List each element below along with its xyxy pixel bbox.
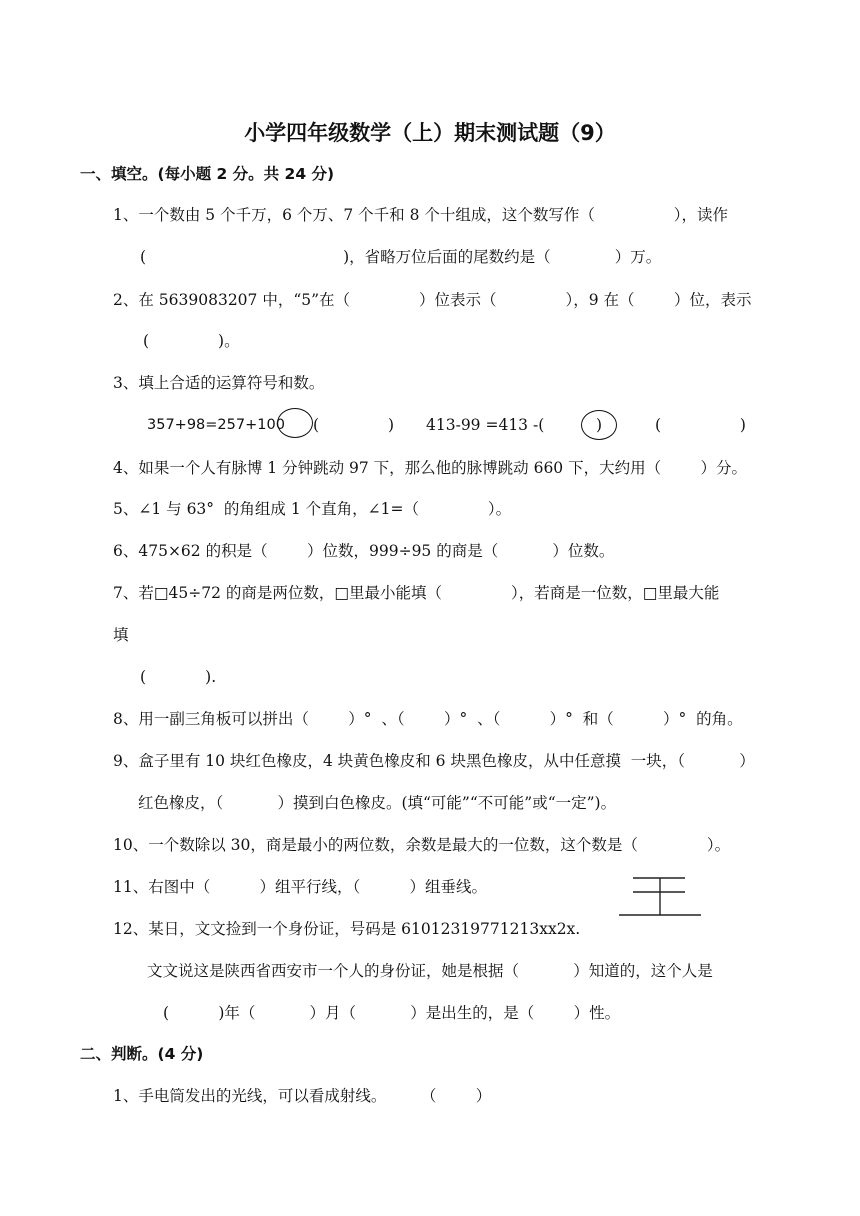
question-3-right-paren: ( )	[655, 416, 746, 434]
question-6: 6、475×62 的积是（ ）位数，999÷95 的商是（ ）位数。	[113, 542, 615, 560]
question-2-line-1: 2、在 5639083207 中，“5”在（ ）位表示（ ），9 在（ ）位，表示	[113, 291, 752, 309]
question-9-line-2: 红色橡皮，（ ）摸到白色橡皮。(填“可能”“不可能”或“一定”)。	[138, 794, 617, 812]
question-4: 4、如果一个人有脉博 1 分钟跳动 97 下，那么他的脉博跳动 660 下，大约用（ ）分。	[113, 459, 748, 477]
question-3-mid-close: )	[596, 416, 603, 434]
parallel-perpendicular-figure	[617, 870, 703, 922]
section-2-heading: 二、判断。(4 分)	[80, 1045, 204, 1063]
page-title: 小学四年级数学（上）期末测试题（9）	[244, 121, 616, 145]
question-7-line-3: ( ).	[140, 668, 217, 686]
question-10: 10、一个数除以 30，商是最小的两位数，余数是最大的一位数，这个数是（ ）。	[113, 836, 731, 854]
question-8: 8、用一副三角板可以拼出（ ）° 、（ ）° 、（ ）° 和（ ）° 的角。	[113, 710, 743, 728]
question-5: 5、∠1 与 63° 的角组成 1 个直角，∠1=（ ）。	[113, 500, 512, 518]
judgment-question-1: 1、手电筒发出的光线，可以看成射线。 （ ）	[113, 1087, 492, 1105]
question-12-line-3: ( )年（ ）月（ ）是出生的，是（ ）性。	[163, 1004, 621, 1022]
section-1-heading: 一、填空。(每小题 2 分。共 24 分)	[80, 165, 335, 183]
question-12-line-2: 文文说这是陕西省西安市一个人的身份证，她是根据（ ）知道的，这个人是	[147, 962, 713, 980]
question-2-line-2: ( )。	[143, 332, 240, 350]
question-1-line-2: ( )，省略万位后面的尾数约是（ ）万。	[140, 248, 662, 266]
question-9-line-1: 9、盒子里有 10 块红色橡皮，4 块黄色橡皮和 6 块黑色橡皮，从中任意摸 一块，（ ）	[113, 752, 755, 770]
question-3-left-equation: 357+98=257+100	[147, 417, 285, 433]
question-11: 11、右图中（ ）组平行线，（ ）组垂线。	[113, 878, 488, 896]
question-3-text: 3、填上合适的运算符号和数。	[113, 374, 325, 392]
question-12-line-1: 12、某日，文文捡到一个身份证，号码是 61012319771213xx2x.	[113, 920, 581, 938]
question-3-left-paren: ( )	[313, 416, 395, 434]
question-3-mid-equation: 413-99 =413 -(	[426, 416, 545, 434]
question-7-line-1: 7、若□45÷72 的商是两位数，□里最小能填（ ），若商是一位数，□里最大能	[113, 584, 720, 602]
question-1-line-1: 1、一个数由 5 个千万，6 个万、7 个千和 8 个十组成，这个数写作（ ），读作	[113, 206, 728, 224]
operator-circle-1	[277, 408, 313, 438]
question-7-line-2: 填	[113, 626, 129, 644]
